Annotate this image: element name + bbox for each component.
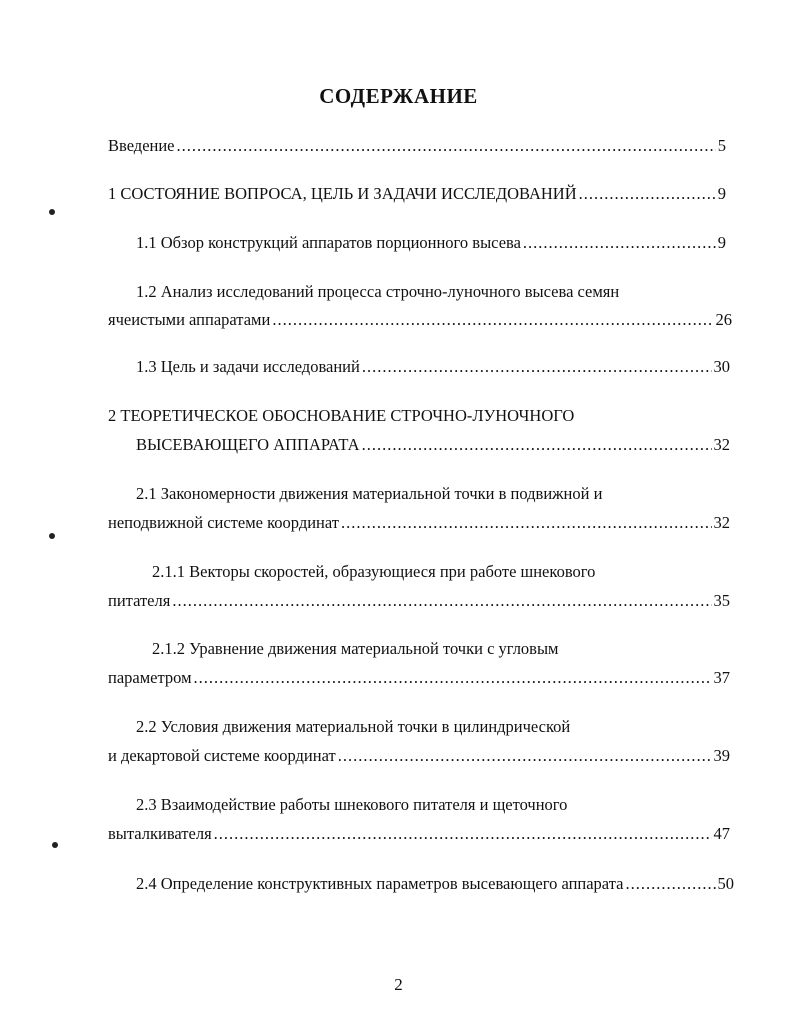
- page-title: СОДЕРЖАНИЕ: [319, 84, 478, 108]
- leader-dots: [194, 668, 712, 688]
- toc-page-number: 9: [717, 184, 726, 203]
- page-number: 2: [394, 975, 403, 994]
- toc-entry-text: 2.4 Определение конструктивных параметров высевающего аппарата: [136, 874, 624, 893]
- leader-dots: [177, 136, 716, 156]
- toc-entry-2-4[interactable]: [136, 874, 734, 894]
- leader-dots: [362, 435, 712, 455]
- leader-dots: [338, 746, 712, 766]
- toc-entry-chapter-1[interactable]: [108, 184, 726, 204]
- toc-page-number: 37: [713, 668, 730, 687]
- toc-entry-2-3[interactable]: [108, 824, 730, 844]
- scan-speck-mark: [49, 209, 55, 215]
- leader-dots: [579, 184, 716, 204]
- toc-entry-2-1[interactable]: [108, 513, 730, 533]
- toc-page-number: 26: [715, 310, 732, 329]
- toc-entry-1-2-line-1[interactable]: 1.2 Анализ исследований процесса строчно-луночного высева семян: [136, 282, 620, 301]
- toc-page-number: 30: [713, 357, 730, 376]
- toc-entry-text: 1.3 Цель и задачи исследований: [136, 357, 360, 376]
- toc-entry-chapter-2[interactable]: [136, 435, 730, 455]
- toc-entry-text: питателя: [108, 591, 171, 610]
- toc-entry-2-1-1-line-1[interactable]: 2.1.1 Векторы скоростей, образующиеся при работе шнекового: [152, 562, 596, 581]
- toc-page-number: 9: [717, 233, 726, 252]
- leader-dots: [172, 591, 711, 611]
- toc-entry-introduction[interactable]: [108, 136, 726, 156]
- toc-entry-2-1-2[interactable]: [108, 668, 730, 688]
- toc-entry-1-1[interactable]: [136, 233, 726, 253]
- toc-page-number: 32: [713, 513, 730, 532]
- leader-dots: [272, 310, 713, 330]
- toc-entry-2-2[interactable]: [108, 746, 730, 766]
- toc-page-number: 39: [713, 746, 730, 765]
- toc-entry-2-1-line-1[interactable]: 2.1 Закономерности движения материальной точки в подвижной и: [136, 484, 603, 503]
- toc-entry-text: Введение: [108, 136, 175, 155]
- toc-entry-text: ячеистыми аппаратами: [108, 310, 271, 329]
- toc-entry-text: 1.1 Обзор конструкций аппаратов порционного высева: [136, 233, 521, 252]
- toc-entry-2-3-line-1[interactable]: 2.3 Взаимодействие работы шнекового питателя и щеточного: [136, 795, 568, 814]
- toc-entry-text: 1 СОСТОЯНИЕ ВОПРОСА, ЦЕЛЬ И ЗАДАЧИ ИССЛЕДОВАНИЙ: [108, 184, 577, 203]
- toc-entry-text: и декартовой системе координат: [108, 746, 336, 765]
- scan-speck-mark: [52, 842, 58, 848]
- leader-dots: [523, 233, 716, 253]
- toc-page-number: 47: [713, 824, 730, 843]
- toc-entry-text: неподвижной системе координат: [108, 513, 339, 532]
- toc-entry-2-1-1[interactable]: [108, 591, 730, 611]
- leader-dots: [341, 513, 712, 533]
- toc-entry-text: выталкивателя: [108, 824, 212, 843]
- toc-entry-2-1-2-line-1[interactable]: 2.1.2 Уравнение движения материальной точки с угловым: [152, 639, 559, 658]
- toc-page-number: 5: [717, 136, 726, 155]
- scan-speck-mark: [49, 533, 55, 539]
- toc-page-number: 32: [713, 435, 730, 454]
- toc-entry-chapter-2-line-1[interactable]: 2 ТЕОРЕТИЧЕСКОЕ ОБОСНОВАНИЕ СТРОЧНО-ЛУНОЧНОГО: [108, 406, 575, 425]
- toc-entry-1-3[interactable]: [136, 357, 730, 377]
- toc-page-number: 50: [717, 874, 734, 893]
- toc-entry-text: ВЫСЕВАЮЩЕГО АППАРАТА: [136, 435, 360, 454]
- leader-dots: [214, 824, 712, 844]
- leader-dots: [625, 874, 715, 894]
- toc-entry-1-2[interactable]: [108, 310, 732, 330]
- toc-page-number: 35: [713, 591, 730, 610]
- toc-entry-text: параметром: [108, 668, 192, 687]
- toc-entry-2-2-line-1[interactable]: 2.2 Условия движения материальной точки в цилиндрической: [136, 717, 571, 736]
- leader-dots: [362, 357, 712, 377]
